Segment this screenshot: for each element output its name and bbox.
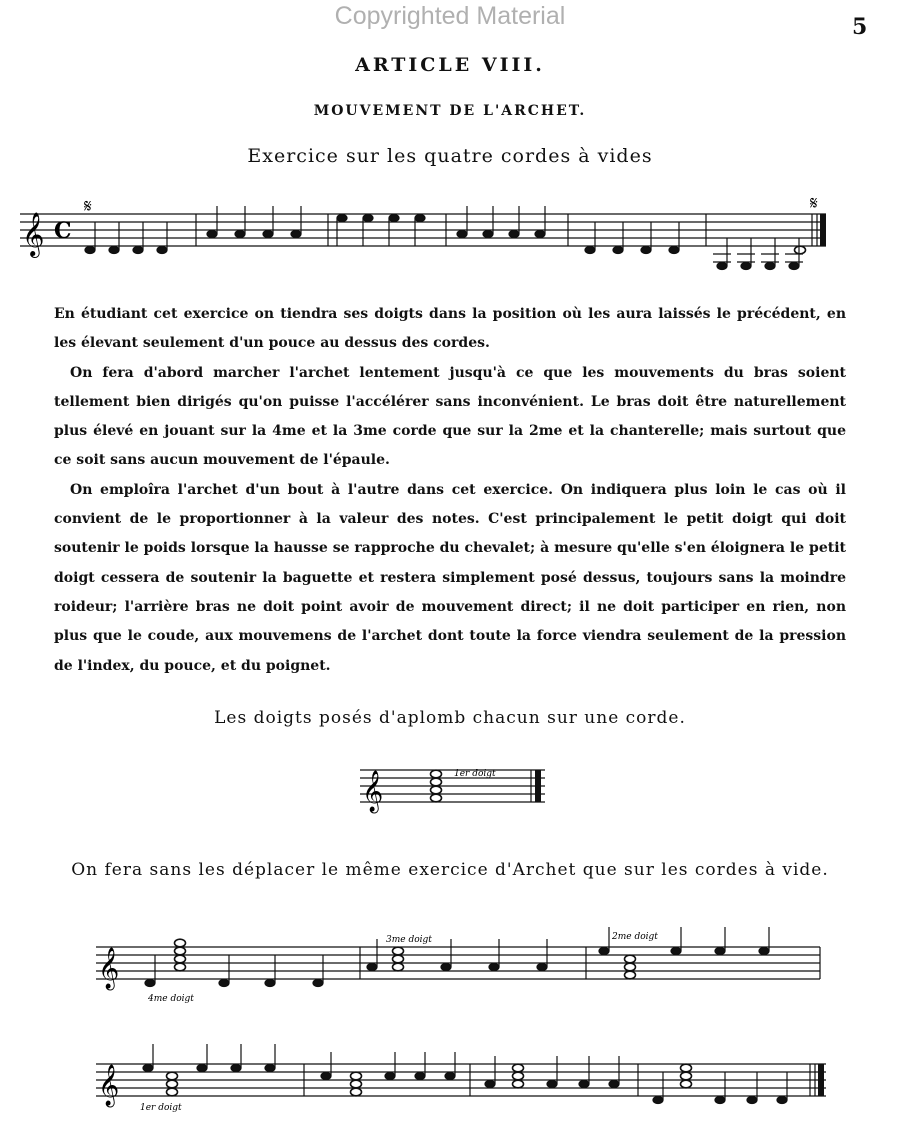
fingering-label: 4me doigt — [148, 994, 194, 1004]
instruction-text — [54, 300, 846, 681]
svg-text:𝄋: 𝄋 — [84, 196, 92, 217]
paragraph: On emploîra l'archet d'un bout à l'autre dans cet exercice. On indiquera plus loin le cas où il convient de le proportionner à la valeur des notes. C'est principalement le petit doigt qui doit soutenir le poids lorsque la hausse se rapproche du chevalet; à mesure qu'elle s'en éloignera le petit doigt cessera de soutenir la baguette et restera simplement posé dessus, toujours sans la moindre roideur; l'arrière bras ne doit point avoir de mouvement direct; il ne doit participer en rien, non plus que le coude, aux mouvemens de l'archet dont toute la force viendra seulement de la pression de l'index, du pouce, et du poignet. — [54, 481, 846, 674]
music-staff-exercise-1 — [0, 925, 900, 1015]
treble-clef-icon: 𝄞 — [22, 212, 45, 256]
caption-fingers-placed: Les doigts posés d'aplomb chacun sur une corde. — [214, 708, 686, 728]
fingering-label: 1er doigt — [454, 769, 496, 779]
treble-clef-icon: 𝄞 — [98, 948, 120, 989]
caption-same-exercise: On fera sans les déplacer le même exercice d'Archet que sur les cordes à vide. — [71, 860, 829, 880]
fingering-label: 3me doigt — [386, 935, 432, 945]
svg-text:𝄋: 𝄋 — [810, 193, 818, 214]
music-staff-chord — [0, 760, 900, 820]
section-title: MOUVEMENT DE L'ARCHET. — [313, 103, 587, 119]
paragraph: En étudiant cet exercice on tiendra ses doigts dans la position où les aura laissés le précédent, en les élevant seulement d'un pouce au dessus des cordes. — [54, 306, 846, 352]
paragraph: On fera d'abord marcher l'archet lentement jusqu'à ce que les mouvements du bras soient tellement bien dirigés qu'on puisse l'accélérer sans inconvénient. Le bras doit être naturellement plus élevé en jouant sur la 4me et la 3me corde que sur la 2me et la chanterelle; mais surtout que ce soit sans aucun mouvement de l'épaule. — [54, 364, 846, 469]
treble-clef-icon: 𝄞 — [362, 771, 384, 812]
article-title: ARTICLE VIII. — [355, 54, 545, 76]
svg-text:C: C — [54, 218, 72, 244]
fingering-label: 1er doigt — [140, 1103, 182, 1113]
page-number: 5 — [852, 14, 868, 40]
copyright-watermark: Copyrighted Material — [334, 2, 566, 30]
music-staff-exercise-2 — [0, 1042, 900, 1132]
treble-clef-icon: 𝄞 — [98, 1065, 120, 1106]
music-staff-open-strings — [0, 192, 900, 282]
fingering-label: 2me doigt — [612, 932, 658, 942]
exercise-subtitle: Exercice sur les quatre cordes à vides — [247, 145, 653, 167]
